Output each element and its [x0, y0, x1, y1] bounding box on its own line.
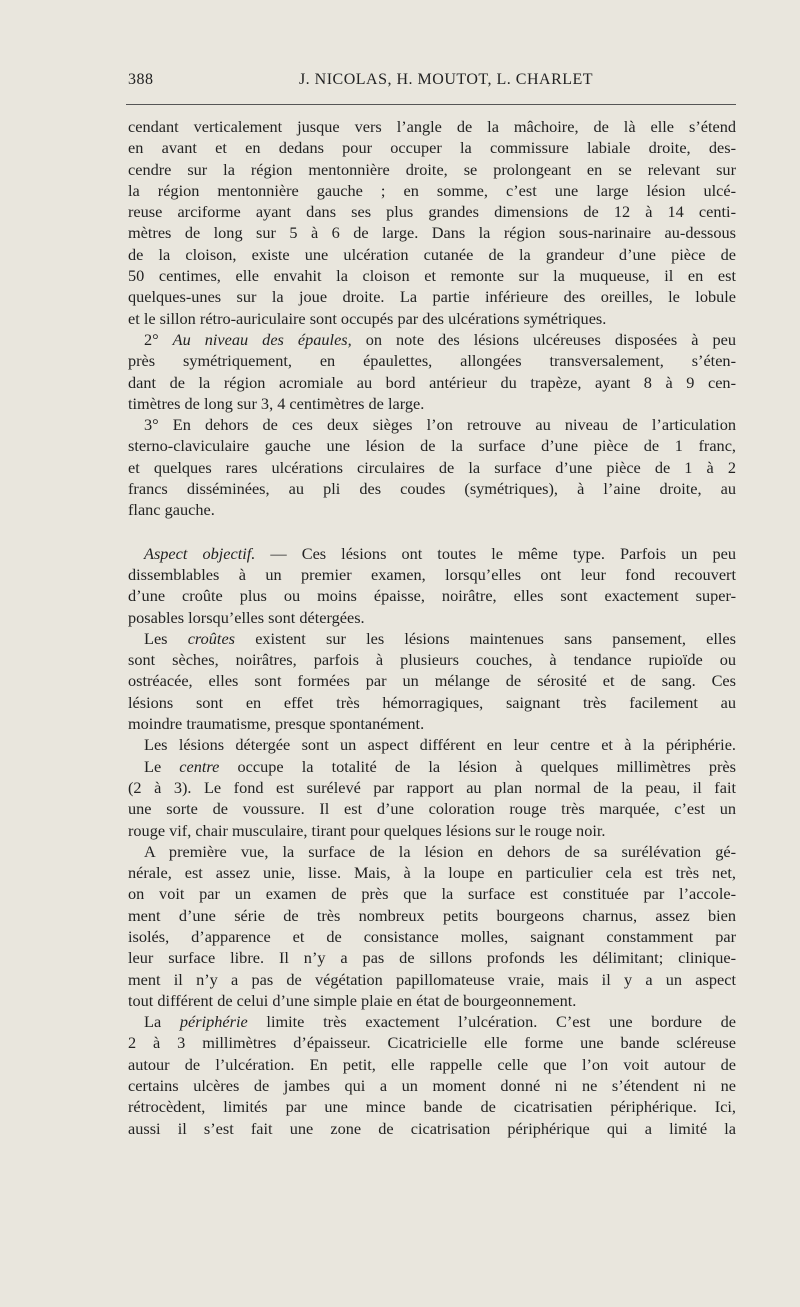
- line-text: ment d’une série de très nombreux petits bourgeons charnus, assez bien: [128, 905, 736, 925]
- line-text: dissemblables à un premier examen, lorsqu’elles ont leur fond recouvert: [128, 564, 736, 584]
- text-line: [128, 308, 736, 329]
- line-text: autour de l’ulcération. En petit, elle rappelle celle que l’on voit autour de: [128, 1054, 736, 1074]
- text-line: [128, 478, 736, 499]
- text-line: [128, 862, 736, 883]
- line-text: tout différent de celui d’une simple plaie en état de bourgeonnement.: [128, 990, 577, 1010]
- line-text: certains ulcères de jambes qui a un moment donné ni ne s’étendent ni ne: [128, 1076, 736, 1096]
- line-text: la région mentonnière gauche ; en somme, c’est une large lésion ulcé-: [128, 180, 736, 200]
- text-line: [128, 372, 736, 393]
- line-text: 50 centimes, elle envahit la cloison et remonte sur la muqueuse, il en est: [128, 266, 736, 286]
- text-line: [128, 585, 736, 606]
- text-line: [128, 734, 736, 755]
- text-line: [128, 1075, 736, 1096]
- text-line: [128, 1032, 736, 1053]
- text-line: [128, 350, 736, 371]
- text-line: [128, 670, 736, 691]
- text-line: [128, 692, 736, 713]
- text-line: [128, 286, 736, 307]
- text-line: [128, 435, 736, 456]
- page-number: 388: [128, 71, 154, 88]
- line-text: ment il n’y a pas de végétation papillomateuse vraie, mais il y a un aspect: [128, 969, 736, 989]
- line-text: sterno-claviculaire gauche une lésion de la surface d’une pièce de 1 franc,: [128, 436, 736, 456]
- line-text: isolés, d’apparence et de consistance molles, saignant constamment par: [128, 926, 736, 946]
- line-text: une sorte de voussure. Il est d’une coloration rouge très marquée, c’est un: [128, 799, 736, 819]
- line-text: occupe la totalité de la lésion à quelques millimètres près: [219, 756, 736, 776]
- line-text: on voit par un examen de près que la surface est constituée par l’accole-: [128, 884, 736, 904]
- line-text: posables lorsqu’elles sont détergées.: [128, 607, 365, 627]
- italic-heading: Au niveau des épaules,: [172, 329, 352, 349]
- text-line: [128, 820, 736, 841]
- text-line: [128, 201, 736, 222]
- text-line: [128, 1054, 736, 1075]
- text-line: [128, 543, 736, 564]
- line-prefix: 2°: [144, 329, 173, 349]
- text-line: [128, 1118, 736, 1139]
- line-text: limite très exactement l’ulcération. C’est une bordure de: [247, 1012, 736, 1032]
- text-line: [128, 628, 736, 649]
- line-text: et le sillon rétro-auriculaire sont occupés par des ulcérations symétriques.: [128, 308, 607, 328]
- line-text: 3° En dehors de ces deux sièges l’on retrouve au niveau de l’articulation: [144, 415, 736, 435]
- text-line: [128, 713, 736, 734]
- line-text: dant de la région acromiale au bord antérieur du trapèze, ayant 8 à 9 cen-: [128, 372, 736, 392]
- line-text: aussi il s’est fait une zone de cicatrisation périphérique qui a limité la: [128, 1118, 736, 1138]
- text-line: [128, 905, 736, 926]
- text-line: [128, 499, 736, 520]
- text-line: [128, 798, 736, 819]
- line-text: on note des lésions ulcéreuses disposées à peu: [351, 329, 736, 349]
- line-text: rétrocèdent, limités par une mince bande de cicatrisatien périphérique. Ici,: [128, 1097, 736, 1117]
- line-text: — Ces lésions ont toutes le même type. Parfois un peu: [255, 543, 736, 563]
- text-line: [128, 265, 736, 286]
- text-line: [128, 393, 736, 414]
- text-line: [128, 222, 736, 243]
- line-text: timètres de long sur 3, 4 centimètres de large.: [128, 393, 425, 413]
- line-text: cendre sur la région mentonnière droite, se prolongeant en se relevant sur: [128, 159, 736, 179]
- line-text: d’une croûte plus ou moins épaisse, noirâtre, elles sont exactement super-: [128, 586, 736, 606]
- text-line: [128, 607, 736, 628]
- line-text: sont sèches, noirâtres, parfois à plusieurs couches, à tendance rupioïde ou: [128, 650, 736, 670]
- body-text: [128, 116, 736, 1139]
- text-line: [128, 969, 736, 990]
- text-line: [128, 649, 736, 670]
- line-text: de la cloison, existe une ulcération cutanée de la grandeur d’une pièce de: [128, 244, 736, 264]
- text-line: [128, 1011, 736, 1032]
- italic-heading: croûtes: [187, 628, 236, 648]
- line-text: près symétriquement, en épaulettes, allongées transversalement, s’éten-: [128, 351, 736, 371]
- running-header: [128, 71, 734, 97]
- paragraph-gap: [128, 521, 736, 543]
- text-line: [128, 414, 736, 435]
- line-text: quelques-unes sur la joue droite. La partie inférieure des oreilles, le lobule: [128, 287, 736, 307]
- header-rule: [126, 104, 736, 105]
- line-text: (2 à 3). Le fond est surélevé par rapport au plan normal de la peau, il fait: [128, 777, 736, 797]
- line-text: et quelques rares ulcérations circulaires de la surface d’une pièce de 1 à 2: [128, 457, 736, 477]
- line-text: A première vue, la surface de la lésion en dehors de sa surélévation gé-: [144, 841, 736, 861]
- text-line: [128, 159, 736, 180]
- text-line: [128, 564, 736, 585]
- text-line: [128, 947, 736, 968]
- text-line: [128, 841, 736, 862]
- text-line: [128, 116, 736, 137]
- text-line: [128, 457, 736, 478]
- line-text: cendant verticalement jusque vers l’angle de la mâchoire, de là elle s’étend: [128, 117, 736, 136]
- line-text: existent sur les lésions maintenues sans pansement, elles: [235, 628, 736, 648]
- text-line: [128, 990, 736, 1011]
- text-line: [128, 180, 736, 201]
- running-title: J. NICOLAS, H. MOUTOT, L. CHARLET: [298, 71, 594, 88]
- text-line: [128, 1096, 736, 1117]
- italic-heading: centre: [179, 756, 220, 776]
- line-text: francs disséminées, au pli des coudes (symétriques), à l’aine droite, au: [128, 479, 736, 499]
- line-text: ostréacée, elles sont formées par un mélange de sérosité et de sang. Ces: [128, 671, 736, 691]
- line-text: en avant et en dedans pour occuper la commissure labiale droite, des-: [128, 138, 736, 158]
- italic-heading: Aspect objectif.: [144, 543, 256, 563]
- line-text: moindre traumatisme, presque spontanément.: [128, 714, 425, 734]
- text-line: [128, 756, 736, 777]
- text-line: [128, 883, 736, 904]
- line-text: nérale, est assez unie, lisse. Mais, à la loupe en particulier cela est très net,: [128, 863, 736, 883]
- line-prefix: Les: [144, 628, 188, 648]
- line-prefix: Le: [144, 756, 180, 776]
- line-prefix: La: [144, 1012, 180, 1032]
- line-text: lésions sont en effet très hémorragiques, saignant très facilement au: [128, 692, 736, 712]
- line-text: 2 à 3 millimètres d’épaisseur. Cicatricielle elle forme une bande scléreuse: [128, 1033, 736, 1053]
- line-text: reuse arciforme ayant dans ses plus grandes dimensions de 12 à 14 centi-: [128, 202, 736, 222]
- text-line: [128, 777, 736, 798]
- text-line: [128, 329, 736, 350]
- line-text: leur surface libre. Il n’y a pas de sillons profonds les délimitant; clinique-: [128, 948, 736, 968]
- line-text: rouge vif, chair musculaire, tirant pour quelques lésions sur le rouge noir.: [128, 820, 606, 840]
- italic-heading: périphérie: [179, 1012, 248, 1032]
- line-text: Les lésions détergée sont un aspect différent en leur centre et à la périphérie.: [144, 735, 736, 755]
- text-line: [128, 926, 736, 947]
- line-text: mètres de long sur 5 à 6 de large. Dans la région sous-narinaire au-dessous: [128, 223, 736, 243]
- text-line: [128, 244, 736, 265]
- line-text: flanc gauche.: [128, 500, 215, 520]
- text-line: [128, 137, 736, 158]
